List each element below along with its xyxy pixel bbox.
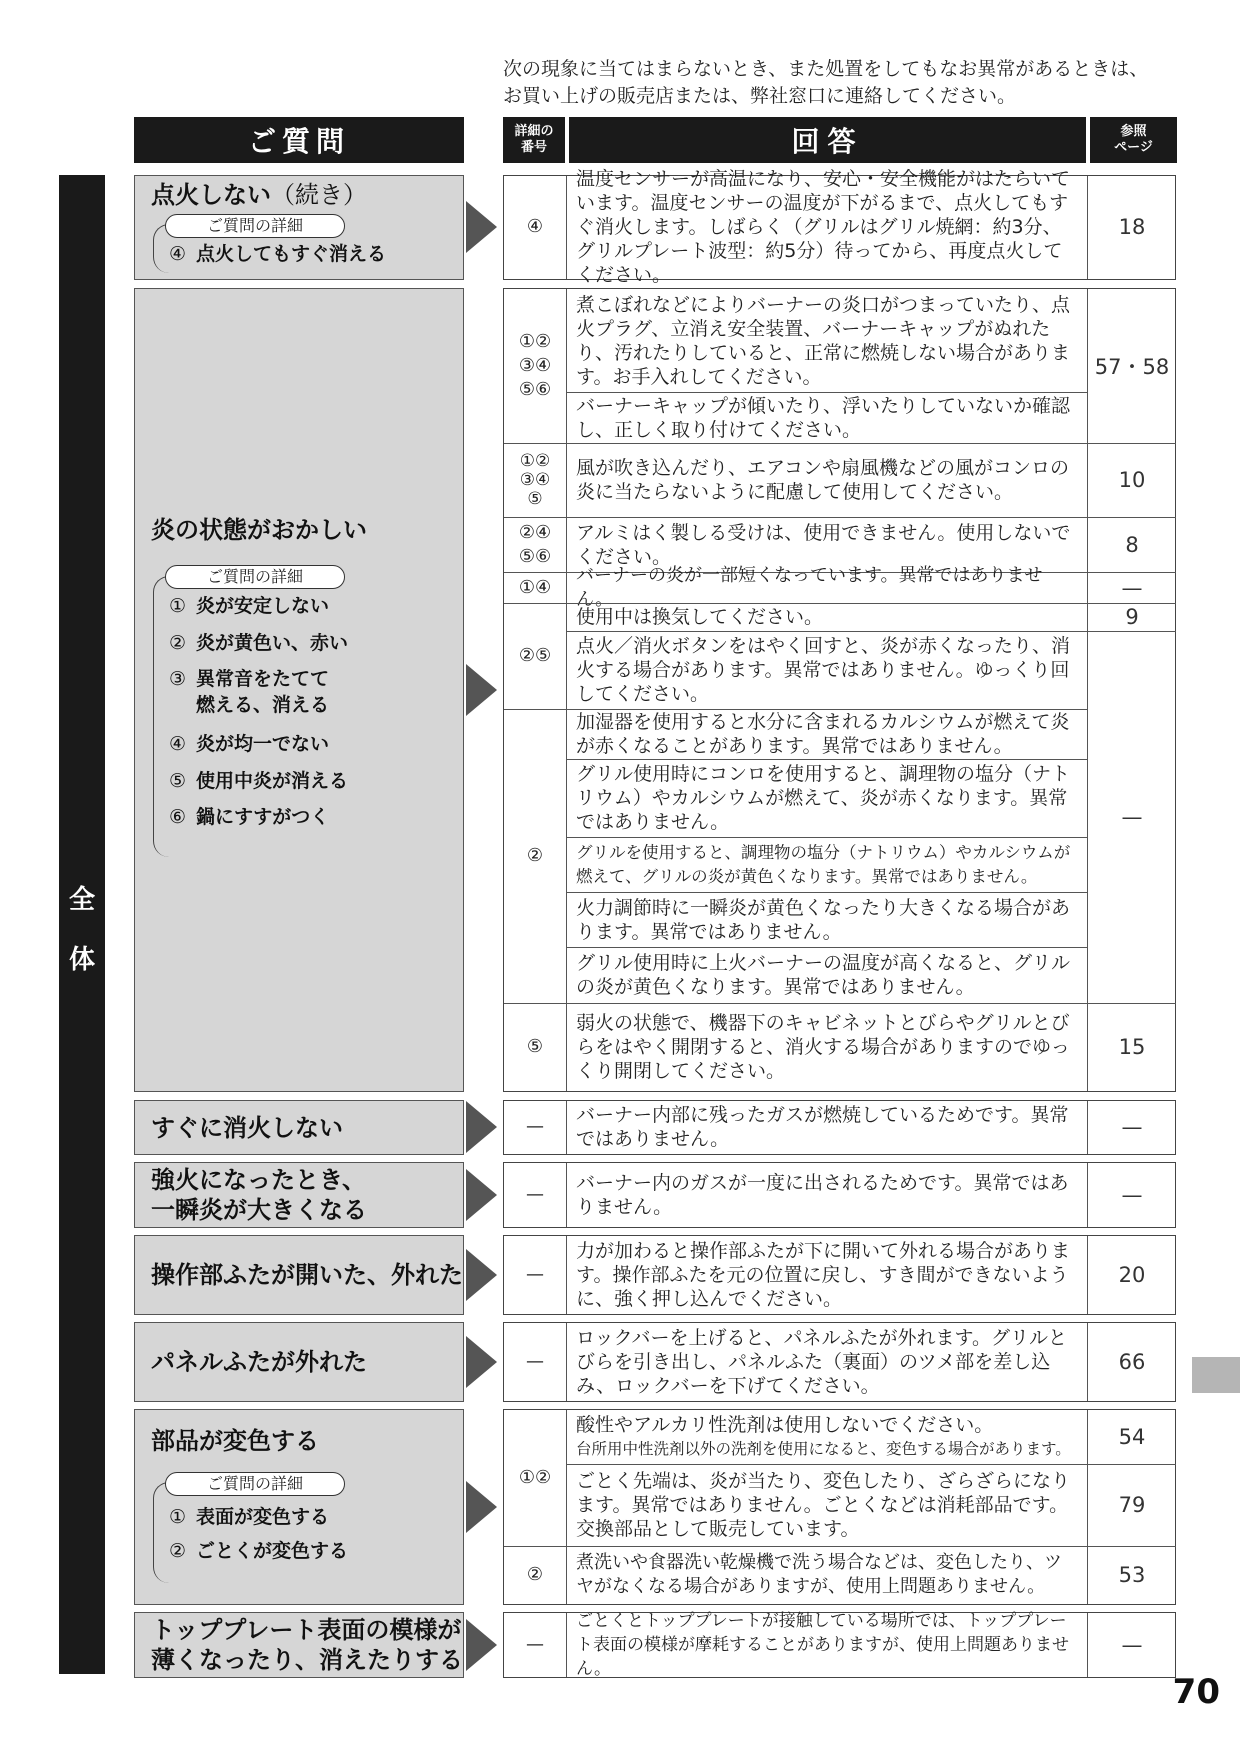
detail-bracket	[153, 1482, 184, 1583]
question-panel-lid-off	[134, 1322, 464, 1402]
answer-table-q3	[503, 1100, 1176, 1155]
detail-item	[169, 630, 348, 656]
detail-number-cell: ⑤	[526, 1035, 544, 1057]
detail-text: 鍋にすすがつく	[196, 806, 330, 828]
reference-page-cell: 9	[1125, 605, 1139, 629]
reference-page-cell: 66	[1118, 1349, 1146, 1374]
detail-item	[169, 768, 348, 794]
answer-cell: 点火／消火ボタンをはやく回すと、炎が赤くなったり、消火する場合があります。異常ではありません。ゆっくり回してください。	[576, 635, 1071, 705]
answer-cell	[568, 1410, 1085, 1464]
page-number: 70	[1172, 1672, 1220, 1712]
column-divider	[566, 176, 567, 279]
reference-page-cell: —	[1121, 1632, 1143, 1657]
detail-number: ①	[169, 595, 187, 617]
arrow-icon	[466, 1336, 497, 1388]
detail-number-cell: —	[526, 1116, 544, 1137]
detail-number-cell	[504, 443, 566, 517]
question-flame-abnormal	[134, 288, 464, 1092]
answer-cell: グリル使用時にコンロを使用すると、調理物の塩分（ナトリウム）やカルシウムが燃えて、炎が赤くなります。異常ではありません。	[576, 763, 1071, 833]
column-divider	[1087, 1613, 1088, 1677]
arrow-icon	[466, 1101, 497, 1153]
answer-cell: 火力調節時に一瞬炎が黄色くなったり大きくなる場合があります。異常ではありません。	[576, 896, 1071, 943]
side-label-char-1: 全	[68, 885, 95, 915]
detail-number-line: ①②	[518, 331, 552, 352]
question-title-line: 一瞬炎が大きくなる	[151, 1196, 367, 1224]
answer-cell: 力が加わると操作部ふたが下に開いて外れる場合があります。操作部ふたを元の位置に戻し、すき間ができないように、強く押し込んでください。	[576, 1239, 1071, 1310]
column-divider	[1087, 1236, 1088, 1314]
answer-line-small: 台所用中性洗剤以外の洗剤を使用になると、変色する場合があります。	[576, 1440, 1071, 1458]
detail-number-cell: —	[526, 1350, 544, 1372]
arrow-icon	[466, 201, 497, 253]
detail-number-cell	[504, 517, 566, 572]
answer-table-q5	[503, 1235, 1176, 1315]
question-title-line: トッププレート表面の模様が	[151, 1616, 462, 1644]
reference-page-cell: 57・58	[1094, 355, 1170, 379]
detail-number: ④	[169, 243, 187, 265]
detail-number-cell: —	[526, 1183, 544, 1205]
question-title-line: 強火になったとき、	[151, 1166, 367, 1194]
reference-page-cell: 54	[1118, 1425, 1146, 1449]
detail-item	[169, 731, 329, 757]
detail-number-cell: ②	[526, 845, 544, 866]
question-title	[151, 1165, 367, 1225]
detail-number-cell	[504, 289, 566, 443]
detail-text: 炎が均一でない	[196, 733, 330, 755]
detail-number-line: ⑤⑥	[518, 545, 552, 567]
arrow-icon	[466, 1249, 497, 1301]
question-title: 部品が変色する	[151, 1427, 319, 1455]
column-divider	[566, 1613, 567, 1677]
header-number	[503, 117, 565, 163]
answer-cell: 加湿器を使用すると水分に含まれるカルシウムが燃えて炎が赤くなることがあります。異常ではありません。	[576, 711, 1070, 757]
answer-table-q4	[503, 1162, 1176, 1228]
reference-page-cell: —	[1121, 1115, 1143, 1139]
detail-number-cell: ①④	[518, 576, 552, 598]
detail-number-cell: ②⑤	[518, 645, 552, 666]
column-divider	[1087, 1163, 1088, 1227]
answer-cell: バーナー内部に残ったガスが燃焼しているためです。異常ではありません。	[576, 1104, 1069, 1150]
detail-number: ②	[169, 1540, 187, 1562]
detail-text: 異常音をたてて	[196, 668, 330, 690]
detail-number-cell: —	[526, 1263, 544, 1285]
answer-cell: ごとくとトッププレートが接触している場所では、トッププレート表面の模様が摩耗することがありますが、使用上問題ありません。	[576, 1610, 1069, 1679]
reference-page-cell: 53	[1118, 1562, 1146, 1587]
column-divider	[566, 1236, 567, 1314]
arrow-icon	[466, 664, 497, 716]
answer-cell: 使用中は換気してください。	[576, 606, 824, 628]
answer-table-q1	[503, 168, 1176, 286]
detail-item	[169, 666, 329, 718]
question-title: すぐに消火しない	[151, 1114, 343, 1142]
detail-number-cell: —	[526, 1633, 544, 1655]
answer-cell: バーナー内のガスが一度に出されるためです。異常ではありません。	[576, 1171, 1069, 1218]
detail-number: ②	[169, 632, 187, 654]
question-discoloration	[134, 1409, 464, 1605]
detail-number-cell: ②	[526, 1563, 544, 1585]
reference-page-cell: —	[1121, 1182, 1143, 1207]
chapter-edge-tab	[1192, 1357, 1240, 1393]
intro-text	[503, 56, 1203, 110]
column-divider	[1087, 289, 1088, 1091]
detail-text: 使用中炎が消える	[196, 770, 349, 792]
detail-number-line: ③④	[519, 469, 551, 490]
detail-number: ①	[169, 1506, 187, 1528]
arrow-icon	[466, 1169, 497, 1221]
answer-cell: バーナーの炎が一部短くなっています。異常ではありません。	[576, 564, 1043, 610]
question-no-extinguish	[134, 1100, 464, 1155]
question-title: 操作部ふたが開いた、外れた	[151, 1261, 463, 1289]
question-panel-cover-open	[134, 1235, 464, 1315]
side-label-char-2: 体	[68, 945, 95, 975]
answer-table-q8	[503, 1612, 1176, 1678]
header-number-line-2: 番号	[520, 140, 547, 155]
detail-item	[169, 241, 386, 267]
answer-cell: バーナーキャップが傾いたり、浮いたりしていないか確認し、正しく取り付けてください。	[576, 394, 1071, 441]
detail-item	[169, 593, 329, 619]
detail-text: 炎が黄色い、赤い	[196, 632, 349, 654]
reference-page-cell: 10	[1118, 468, 1146, 492]
answer-cell: ごとく先端は、炎が当たり、変色したり、ざらざらになります。異常ではありません。ごとくなどは消耗部品です。交換部品として販売しています。	[576, 1470, 1071, 1540]
answer-cell: 弱火の状態で、機器下のキャビネットとびらやグリルとびらをはやく開閉すると、消火する場合がありますのでゆっくり開閉してください。	[576, 1011, 1070, 1082]
header-reference	[1090, 117, 1177, 163]
answer-cell: アルミはく製しる受けは、使用できません。使用しないでください。	[576, 521, 1071, 568]
detail-number: ⑤	[169, 770, 187, 792]
question-flame-burst	[134, 1162, 464, 1228]
question-title-sub: （続き）	[271, 181, 367, 209]
header-answer: 回答	[569, 117, 1086, 163]
question-title: パネルふたが外れた	[151, 1348, 367, 1376]
answer-cell: グリルを使用すると、調理物の塩分（ナトリウム）やカルシウムが燃えて、グリルの炎が黄色くなります。異常ではありません。	[576, 842, 1071, 886]
answer-cell: 煮こぼれなどによりバーナーの炎口がつまっていたり、点火プラグ、立消え安全装置、バーナーキャップがぬれたり、汚れたりしていると、正常に燃焼しない場合があります。お手入れしてください。	[576, 293, 1071, 388]
header-number-line-1: 詳細の	[514, 124, 554, 139]
reference-page-cell: 15	[1118, 1034, 1146, 1059]
answer-cell: 温度センサーが高温になり、安心・安全機能がはたらいています。温度センサーの温度が下がるまで、点火してもすぐ消火します。しばらく（グリルはグリル焼網：約3分、グリルプレート波型：約5分）待ってから、再度点火してください。	[576, 168, 1071, 286]
answer-table-q2	[503, 288, 1176, 1092]
intro-line-2: お買い上げの販売店または、弊社窓口に連絡してください。	[503, 85, 1017, 107]
detail-item	[169, 1504, 329, 1530]
detail-text-continued: 燃える、消える	[196, 694, 330, 716]
question-title	[151, 1615, 463, 1675]
reference-page-cell: —	[1121, 805, 1143, 829]
reference-page-cell: 18	[1118, 215, 1146, 239]
answer-cell: グリル使用時に上火バーナーの温度が高くなると、グリルの炎が黄色くなります。異常ではありません。	[576, 952, 1071, 998]
answer-line: 酸性やアルカリ性洗剤は使用しないでください。	[576, 1414, 994, 1436]
answer-cell: ロックバーを上げると、パネルふたが外れます。グリルとびらを引き出し、パネルふた（裏面）のツメ部を差し込み、ロックバーを下げてください。	[576, 1326, 1067, 1397]
intro-line-1: 次の現象に当てはまらないとき、また処置をしてもなお異常があるときは、	[503, 58, 1149, 80]
reference-page-cell: 79	[1118, 1493, 1146, 1517]
question-title	[151, 180, 367, 210]
arrow-icon	[466, 1619, 497, 1671]
detail-number-cell: ①②	[518, 1467, 552, 1488]
detail-number-line: ②④	[518, 521, 552, 543]
column-divider	[1087, 1323, 1088, 1401]
column-divider	[1087, 1410, 1088, 1604]
question-top-plate-pattern	[134, 1612, 464, 1678]
section-side-label	[59, 175, 105, 1674]
question-title-line: 薄くなったり、消えたりする	[151, 1646, 463, 1674]
detail-number-line: ⑤⑥	[518, 379, 552, 400]
answer-table-q7	[503, 1409, 1176, 1605]
reference-page-cell: 8	[1125, 532, 1139, 557]
question-no-ignition	[134, 175, 464, 280]
detail-number-cell: ④	[526, 216, 544, 237]
detail-number-line: ⑤	[527, 488, 543, 509]
arrow-icon	[466, 1481, 497, 1533]
detail-text: ごとくが変色する	[196, 1540, 349, 1562]
column-divider	[566, 1163, 567, 1227]
detail-label: ご質問の詳細	[165, 565, 345, 589]
column-divider	[1087, 1101, 1088, 1154]
column-divider	[1087, 176, 1088, 279]
detail-text: 炎が安定しない	[196, 595, 330, 617]
detail-label: ご質問の詳細	[165, 214, 345, 238]
detail-label: ご質問の詳細	[165, 1472, 345, 1496]
reference-page-cell: —	[1121, 575, 1143, 600]
detail-text: 表面が変色する	[196, 1506, 330, 1528]
answer-cell: 煮洗いや食器洗い乾燥機で洗う場合などは、変色したり、ツヤがなくなる場合がありますが、使用上問題ありません。	[576, 1551, 1062, 1597]
header-reference-line-1: 参照	[1120, 124, 1147, 139]
detail-item	[169, 804, 329, 830]
column-divider	[566, 1101, 567, 1154]
header-reference-line-2: ページ	[1114, 140, 1153, 155]
column-divider	[566, 1323, 567, 1401]
column-divider	[566, 289, 567, 1091]
header-question: ご質問	[134, 117, 464, 163]
column-divider	[566, 1410, 567, 1604]
reference-page-cell: 20	[1118, 1262, 1146, 1287]
detail-text: 点火してもすぐ消える	[196, 243, 387, 265]
detail-number-line: ①②	[519, 450, 551, 471]
detail-item	[169, 1538, 348, 1564]
detail-number: ⑥	[169, 806, 187, 828]
detail-number-line: ③④	[518, 355, 552, 376]
detail-number: ④	[169, 733, 187, 755]
question-title: 炎の状態がおかしい	[151, 516, 367, 544]
detail-number: ③	[169, 668, 187, 690]
answer-table-q6	[503, 1322, 1176, 1402]
answer-cell: 風が吹き込んだり、エアコンや扇風機などの風がコンロの炎に当たらないように配慮して使用してください。	[576, 457, 1070, 503]
question-title-text: 点火しない	[151, 181, 271, 209]
